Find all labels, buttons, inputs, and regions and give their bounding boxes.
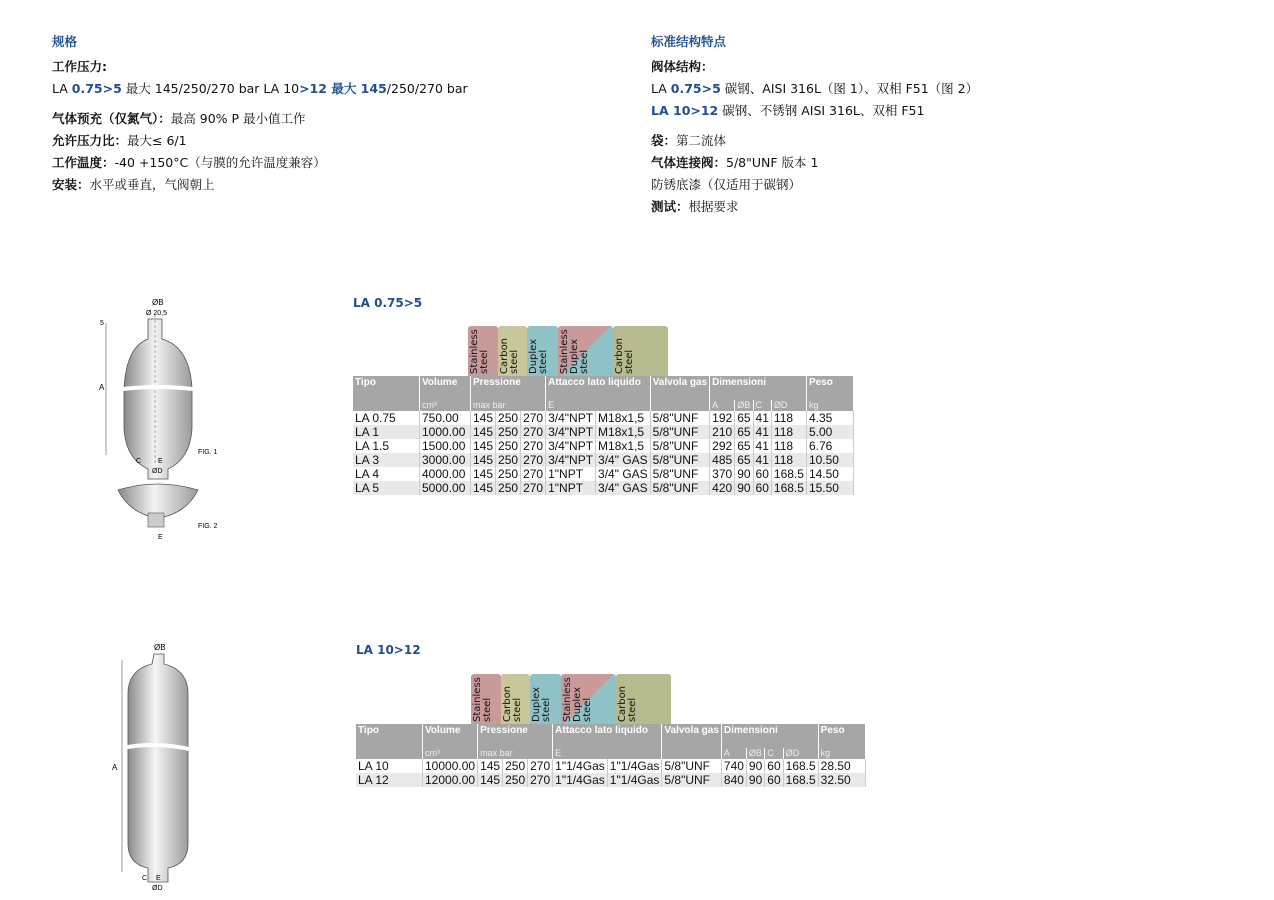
table-cell: 3/4"NPT xyxy=(546,411,596,425)
install-line: 安装：水平或垂直，气阀朝上 xyxy=(52,177,215,192)
table-cell: 5.00 xyxy=(806,425,853,439)
dim-e2: E xyxy=(158,534,163,541)
table-cell: 4000.00 xyxy=(420,467,471,481)
table-cell: 3/4" GAS xyxy=(596,481,651,495)
temperature-line: 工作温度：-40 +150°C（与膜的允许温度兼容） xyxy=(52,155,326,170)
material-stainless: Stainless steel xyxy=(471,674,501,724)
table-cell: 3/4" GAS xyxy=(596,453,651,467)
dim-c: C xyxy=(136,458,142,465)
table-cell: 1500.00 xyxy=(420,439,471,453)
table-cell: 3/4"NPT xyxy=(546,453,596,467)
accumulator-drawing-fig1 xyxy=(98,295,228,545)
table-cell: 145 xyxy=(478,773,503,787)
table-cell: 10.50 xyxy=(806,453,853,467)
unit-b: ØB xyxy=(735,400,753,411)
ratio-line: 允许压力比：最大≤ 6/1 xyxy=(52,133,187,148)
spec-table-1 xyxy=(353,376,854,495)
unit-c: C xyxy=(753,400,771,411)
col-peso: Peso xyxy=(818,724,865,748)
table-cell: 118 xyxy=(771,425,806,439)
table-cell: 270 xyxy=(521,425,546,439)
dim-phiD: ØD xyxy=(152,468,163,475)
col-dimensioni: Dimensioni xyxy=(721,724,818,748)
table-cell: 1"1/4Gas xyxy=(607,759,662,773)
unit-volume: cm³ xyxy=(420,400,471,411)
pressure-line: LA 0.75>5 最大 145/250/270 bar LA 10>12 最大 145/250/270 bar xyxy=(52,81,468,96)
col-valvola: Valvola gas xyxy=(662,724,721,748)
la10-dim-c: C xyxy=(142,875,148,882)
table-cell: 5/8"UNF xyxy=(662,773,721,787)
table-cell: 145 xyxy=(478,759,503,773)
test-line: 测试：根据要求 xyxy=(651,199,739,214)
table-cell: 3000.00 xyxy=(420,453,471,467)
material-stainless: Stainless steel xyxy=(468,326,498,376)
table-cell: 41 xyxy=(753,411,771,425)
pressure-label: 工作压力: xyxy=(52,59,107,74)
table-row xyxy=(356,759,865,773)
table-row xyxy=(353,425,853,439)
table-cell: 65 xyxy=(735,439,753,453)
table-cell: 250 xyxy=(496,453,521,467)
table-cell: 250 xyxy=(503,759,528,773)
table-cell: M18x1,5 xyxy=(596,439,651,453)
table-cell: 292 xyxy=(710,439,735,453)
table-cell: 90 xyxy=(746,759,764,773)
col-attacco: Attacco lato liquido xyxy=(546,376,651,400)
table-cell: 118 xyxy=(771,453,806,467)
valve-line: 气体连接阀：5/8"UNF 版本 1 xyxy=(651,155,819,170)
table-cell: 270 xyxy=(521,481,546,495)
table-cell: 60 xyxy=(753,481,771,495)
la10-dim-a: A xyxy=(112,763,118,772)
col-pressione: Pressione xyxy=(478,724,553,748)
unit-c: C xyxy=(765,748,783,759)
la10-dim-phiD: ØD xyxy=(152,885,163,892)
col-dimensioni: Dimensioni xyxy=(710,376,807,400)
unit-d: ØD xyxy=(783,748,818,759)
table-cell: LA 1 xyxy=(353,425,420,439)
table-cell: 118 xyxy=(771,439,806,453)
table-cell: 250 xyxy=(496,467,521,481)
table-cell: 1"1/4Gas xyxy=(607,773,662,787)
table-cell: 210 xyxy=(710,425,735,439)
table-cell: 5/8"UNF xyxy=(662,759,721,773)
material-carbon: Carbon steel xyxy=(501,674,530,724)
body-line-2: LA 10>12 碳钢、不锈钢 AISI 316L、双相 F51 xyxy=(651,103,925,118)
unit-attacco: E xyxy=(553,748,662,759)
table-cell: 3/4"NPT xyxy=(546,425,596,439)
table-cell: 270 xyxy=(521,453,546,467)
table-row xyxy=(353,411,853,425)
table-cell: 270 xyxy=(521,439,546,453)
unit-attacco: E xyxy=(546,400,651,411)
table-cell: LA 12 xyxy=(356,773,423,787)
table-cell: 250 xyxy=(496,425,521,439)
table-cell: 1"NPT xyxy=(546,467,596,481)
table-cell: LA 1.5 xyxy=(353,439,420,453)
table-cell: 90 xyxy=(735,467,753,481)
table-cell: 1"1/4Gas xyxy=(553,759,608,773)
precharge-line: 气体预充（仅氮气）：最高 90% P 最小值工作 xyxy=(52,111,306,126)
table-cell: LA 10 xyxy=(356,759,423,773)
table-cell: 1"1/4Gas xyxy=(553,773,608,787)
table-cell: 41 xyxy=(753,439,771,453)
fig2-label: FIG. 2 xyxy=(198,523,218,530)
material-sdc: Stainless Duplex steel xyxy=(561,674,616,724)
table-cell: 41 xyxy=(753,425,771,439)
table-cell: 65 xyxy=(735,453,753,467)
dim-5: 5 xyxy=(100,320,104,327)
table-cell: 145 xyxy=(471,481,496,495)
body-line-1: LA 0.75>5 碳钢、AISI 316L（图 1）、双相 F51（图 2） xyxy=(651,81,979,96)
table-row xyxy=(353,481,853,495)
material-carbon: Carbon steel xyxy=(498,326,527,376)
table-cell: 270 xyxy=(528,773,553,787)
unit-volume: cm³ xyxy=(423,748,478,759)
material-carbon-2: Carbon steel xyxy=(616,674,671,724)
table-row xyxy=(353,467,853,481)
table-cell: 250 xyxy=(496,439,521,453)
table-cell: 145 xyxy=(471,425,496,439)
material-header-1 xyxy=(468,326,670,376)
accumulator-drawing-la10 xyxy=(108,640,198,895)
table-cell: 250 xyxy=(503,773,528,787)
unit-pressione: max bar xyxy=(471,400,546,411)
table-cell: 145 xyxy=(471,439,496,453)
table-cell: 65 xyxy=(735,425,753,439)
table-cell: 145 xyxy=(471,467,496,481)
table-cell: 270 xyxy=(528,759,553,773)
table-cell: 5/8"UNF xyxy=(650,411,709,425)
table-cell: LA 3 xyxy=(353,453,420,467)
table-cell: 270 xyxy=(521,467,546,481)
dim-a: A xyxy=(99,383,105,392)
table-cell: 1000.00 xyxy=(420,425,471,439)
table-cell: 90 xyxy=(746,773,764,787)
primer-line: 防锈底漆（仅适用于碳钢） xyxy=(651,177,802,192)
table-cell: 270 xyxy=(521,411,546,425)
col-attacco: Attacco lato liquido xyxy=(553,724,662,748)
table-cell: 370 xyxy=(710,467,735,481)
table-cell: 740 xyxy=(721,759,746,773)
table-cell: 10000.00 xyxy=(423,759,478,773)
table-cell: 145 xyxy=(471,453,496,467)
col-tipo: Tipo xyxy=(353,376,420,400)
table-cell: 145 xyxy=(471,411,496,425)
col-volume: Volume xyxy=(423,724,478,748)
table-cell: 420 xyxy=(710,481,735,495)
unit-pressione: max bar xyxy=(478,748,553,759)
unit-d: ØD xyxy=(771,400,806,411)
col-volume: Volume xyxy=(420,376,471,400)
table-cell: 90 xyxy=(735,481,753,495)
table-cell: 840 xyxy=(721,773,746,787)
table-cell: LA 0.75 xyxy=(353,411,420,425)
material-duplex: Duplex steel xyxy=(530,674,561,724)
table-cell: 192 xyxy=(710,411,735,425)
unit-b: ØB xyxy=(746,748,764,759)
col-pressione: Pressione xyxy=(471,376,546,400)
table-cell: M18x1,5 xyxy=(596,411,651,425)
table-cell: LA 5 xyxy=(353,481,420,495)
table-cell: 60 xyxy=(753,467,771,481)
table-cell: 41 xyxy=(753,453,771,467)
table-cell: 5/8"UNF xyxy=(650,439,709,453)
spec-table-2 xyxy=(356,724,866,787)
table-cell: 485 xyxy=(710,453,735,467)
table2-title: LA 10>12 xyxy=(356,643,421,657)
table-cell: 168.5 xyxy=(771,467,806,481)
table-cell: 250 xyxy=(496,411,521,425)
table-cell: 5/8"UNF xyxy=(650,467,709,481)
table-cell: M18x1,5 xyxy=(596,425,651,439)
table-cell: 6.76 xyxy=(806,439,853,453)
table-cell: LA 4 xyxy=(353,467,420,481)
table-cell: 1"NPT xyxy=(546,481,596,495)
table-cell: 250 xyxy=(496,481,521,495)
table-cell: 5/8"UNF xyxy=(650,481,709,495)
la10-dim-phiB: ØB xyxy=(154,643,166,652)
material-carbon-2: Carbon steel xyxy=(613,326,668,376)
table-cell: 5000.00 xyxy=(420,481,471,495)
table-cell: 118 xyxy=(771,411,806,425)
features-column xyxy=(651,28,1211,218)
material-sdc: Stainless Duplex steel xyxy=(558,326,613,376)
bag-line: 袋：第二流体 xyxy=(651,133,727,148)
table-cell: 168.5 xyxy=(783,773,818,787)
table-cell: 60 xyxy=(765,773,783,787)
table-cell: 12000.00 xyxy=(423,773,478,787)
material-header-2 xyxy=(471,674,673,724)
unit-peso: kg xyxy=(818,748,865,759)
table-row xyxy=(356,773,865,787)
dim-e: E xyxy=(158,458,163,465)
table-cell: 15.50 xyxy=(806,481,853,495)
table-cell: 5/8"UNF xyxy=(650,453,709,467)
col-tipo: Tipo xyxy=(356,724,423,748)
unit-a: A xyxy=(721,748,746,759)
features-heading: 标准结构特点 xyxy=(651,34,727,49)
table-cell: 3/4" GAS xyxy=(596,467,651,481)
unit-a: A xyxy=(710,400,735,411)
table-cell: 168.5 xyxy=(771,481,806,495)
table-cell: 14.50 xyxy=(806,467,853,481)
fig1-label: FIG. 1 xyxy=(198,449,218,456)
table1-title: LA 0.75>5 xyxy=(353,296,423,310)
material-duplex: Duplex steel xyxy=(527,326,558,376)
table-row xyxy=(353,439,853,453)
table-cell: 65 xyxy=(735,411,753,425)
table-cell: 4.35 xyxy=(806,411,853,425)
table-cell: 32.50 xyxy=(818,773,865,787)
specs-column xyxy=(52,28,612,196)
table-row xyxy=(353,453,853,467)
specs-heading: 规格 xyxy=(52,34,78,49)
table-cell: 28.50 xyxy=(818,759,865,773)
la10-dim-e: E xyxy=(156,875,161,882)
table-cell: 5/8"UNF xyxy=(650,425,709,439)
table-cell: 60 xyxy=(765,759,783,773)
unit-peso: kg xyxy=(806,400,853,411)
dim-phi205: Ø 20,5 xyxy=(146,310,168,317)
table-cell: 168.5 xyxy=(783,759,818,773)
body-label: 阀体结构： xyxy=(651,59,714,74)
col-peso: Peso xyxy=(806,376,853,400)
col-valvola: Valvola gas xyxy=(650,376,709,400)
table-cell: 750.00 xyxy=(420,411,471,425)
dim-phiB: ØB xyxy=(152,298,164,307)
table-cell: 3/4"NPT xyxy=(546,439,596,453)
